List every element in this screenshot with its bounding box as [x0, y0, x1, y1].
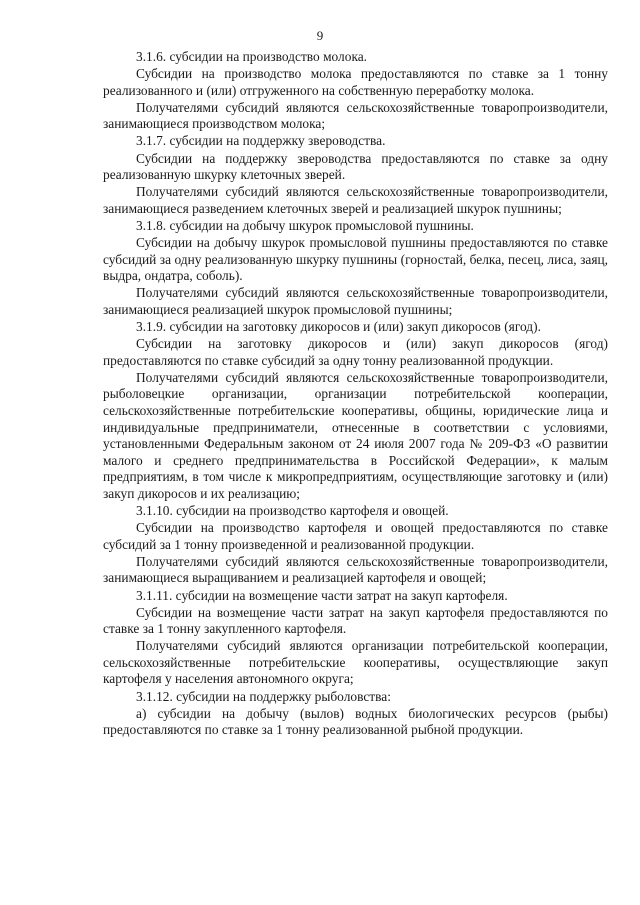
paragraph: Субсидии на заготовку дикоросов и (или) закуп дикоросов (ягод) предоставляются по ставке субсидий за одну тонну реализованной продукции. — [103, 336, 608, 368]
section-heading-3-1-8: 3.1.8. субсидии на добычу шкурок промысловой пушнины. — [136, 217, 474, 233]
paragraph: Субсидии на поддержку звероводства предоставляются по ставке за одну реализованную шкурку клеточных зверей. — [103, 150, 608, 183]
section-heading-3-1-7: 3.1.7. субсидии на поддержку звероводства. — [136, 133, 386, 149]
paragraph: Получателями субсидий являются сельскохозяйственные товаропроизводители, занимающиеся выращиванием и реализацией картофеля и овощей; — [103, 553, 608, 586]
page-number: 9 — [316, 28, 324, 43]
paragraph: Получателями субсидий являются сельскохозяйственные товаропроизводители, рыболовецкие организации, организации потребительской кооперации, сельскохозяйственные потребительские кооперативы, общины, юридические лица и индивидуальные предприниматели, отнесенные в соответствии с условиями, установленными Федеральным законом от 24 июля 2007 года № 209-ФЗ «О развитии малого и среднего предпринимательства в Российской Федерации», к малым предприятиям, в том числе к микропредприятиям, осуществляющие заготовку и (или) закуп дикоросов и их реализацию; — [103, 369, 608, 501]
paragraph: Получателями субсидий являются сельскохозяйственные товаропроизводители, занимающиеся производством молока; — [103, 99, 608, 132]
section-heading-3-1-12: 3.1.12. субсидии на поддержку рыболовства: — [136, 688, 391, 704]
paragraph: Субсидии на производство молока предоставляются по ставке за 1 тонну реализованного и (или) отгруженного на собственную переработку молока. — [103, 66, 608, 98]
section-heading-3-1-9: 3.1.9. субсидии на заготовку дикоросов и (или) закуп дикоросов (ягод). — [136, 319, 541, 334]
paragraph: Субсидии на возмещение части затрат на закуп картофеля предоставляются по ставке за 1 тонну закупленного картофеля. — [103, 604, 608, 637]
paragraph: Субсидии на добычу шкурок промысловой пушнины предоставляются по ставке субсидий за одну реализованную шкурку пушнины (горностай, белка, песец, лиса, заяц, выдра, ондатра, соболь). — [103, 235, 608, 284]
paragraph: Получателями субсидий являются сельскохозяйственные товаропроизводители, занимающиеся разведением клеточных зверей и реализацией шкурок пушнины; — [103, 184, 608, 216]
section-heading-3-1-11: 3.1.11. субсидии на возмещение части затрат на закуп картофеля. — [136, 587, 508, 603]
paragraph: Получателями субсидий являются организации потребительской кооперации, сельскохозяйственные потребительские кооперативы, осуществляющие закуп картофеля у населения автономного округа; — [103, 638, 608, 687]
list-item-a: а) субсидии на добычу (вылов) водных биологических ресурсов (рыбы) предоставляются по ставке за 1 тонну реализованной рыбной продукции. — [103, 705, 608, 738]
paragraph: Субсидии на производство картофеля и овощей предоставляются по ставке субсидий за 1 тонну произведенной и реализованной продукции. — [103, 520, 608, 552]
section-heading-3-1-6: 3.1.6. субсидии на производство молока. — [136, 49, 368, 64]
paragraph: Получателями субсидий являются сельскохозяйственные товаропроизводители, занимающиеся реализацией шкурок промысловой пушнины; — [103, 285, 608, 317]
section-heading-3-1-10: 3.1.10. субсидии на производство картофеля и овощей. — [136, 503, 449, 519]
document-body — [103, 49, 608, 739]
